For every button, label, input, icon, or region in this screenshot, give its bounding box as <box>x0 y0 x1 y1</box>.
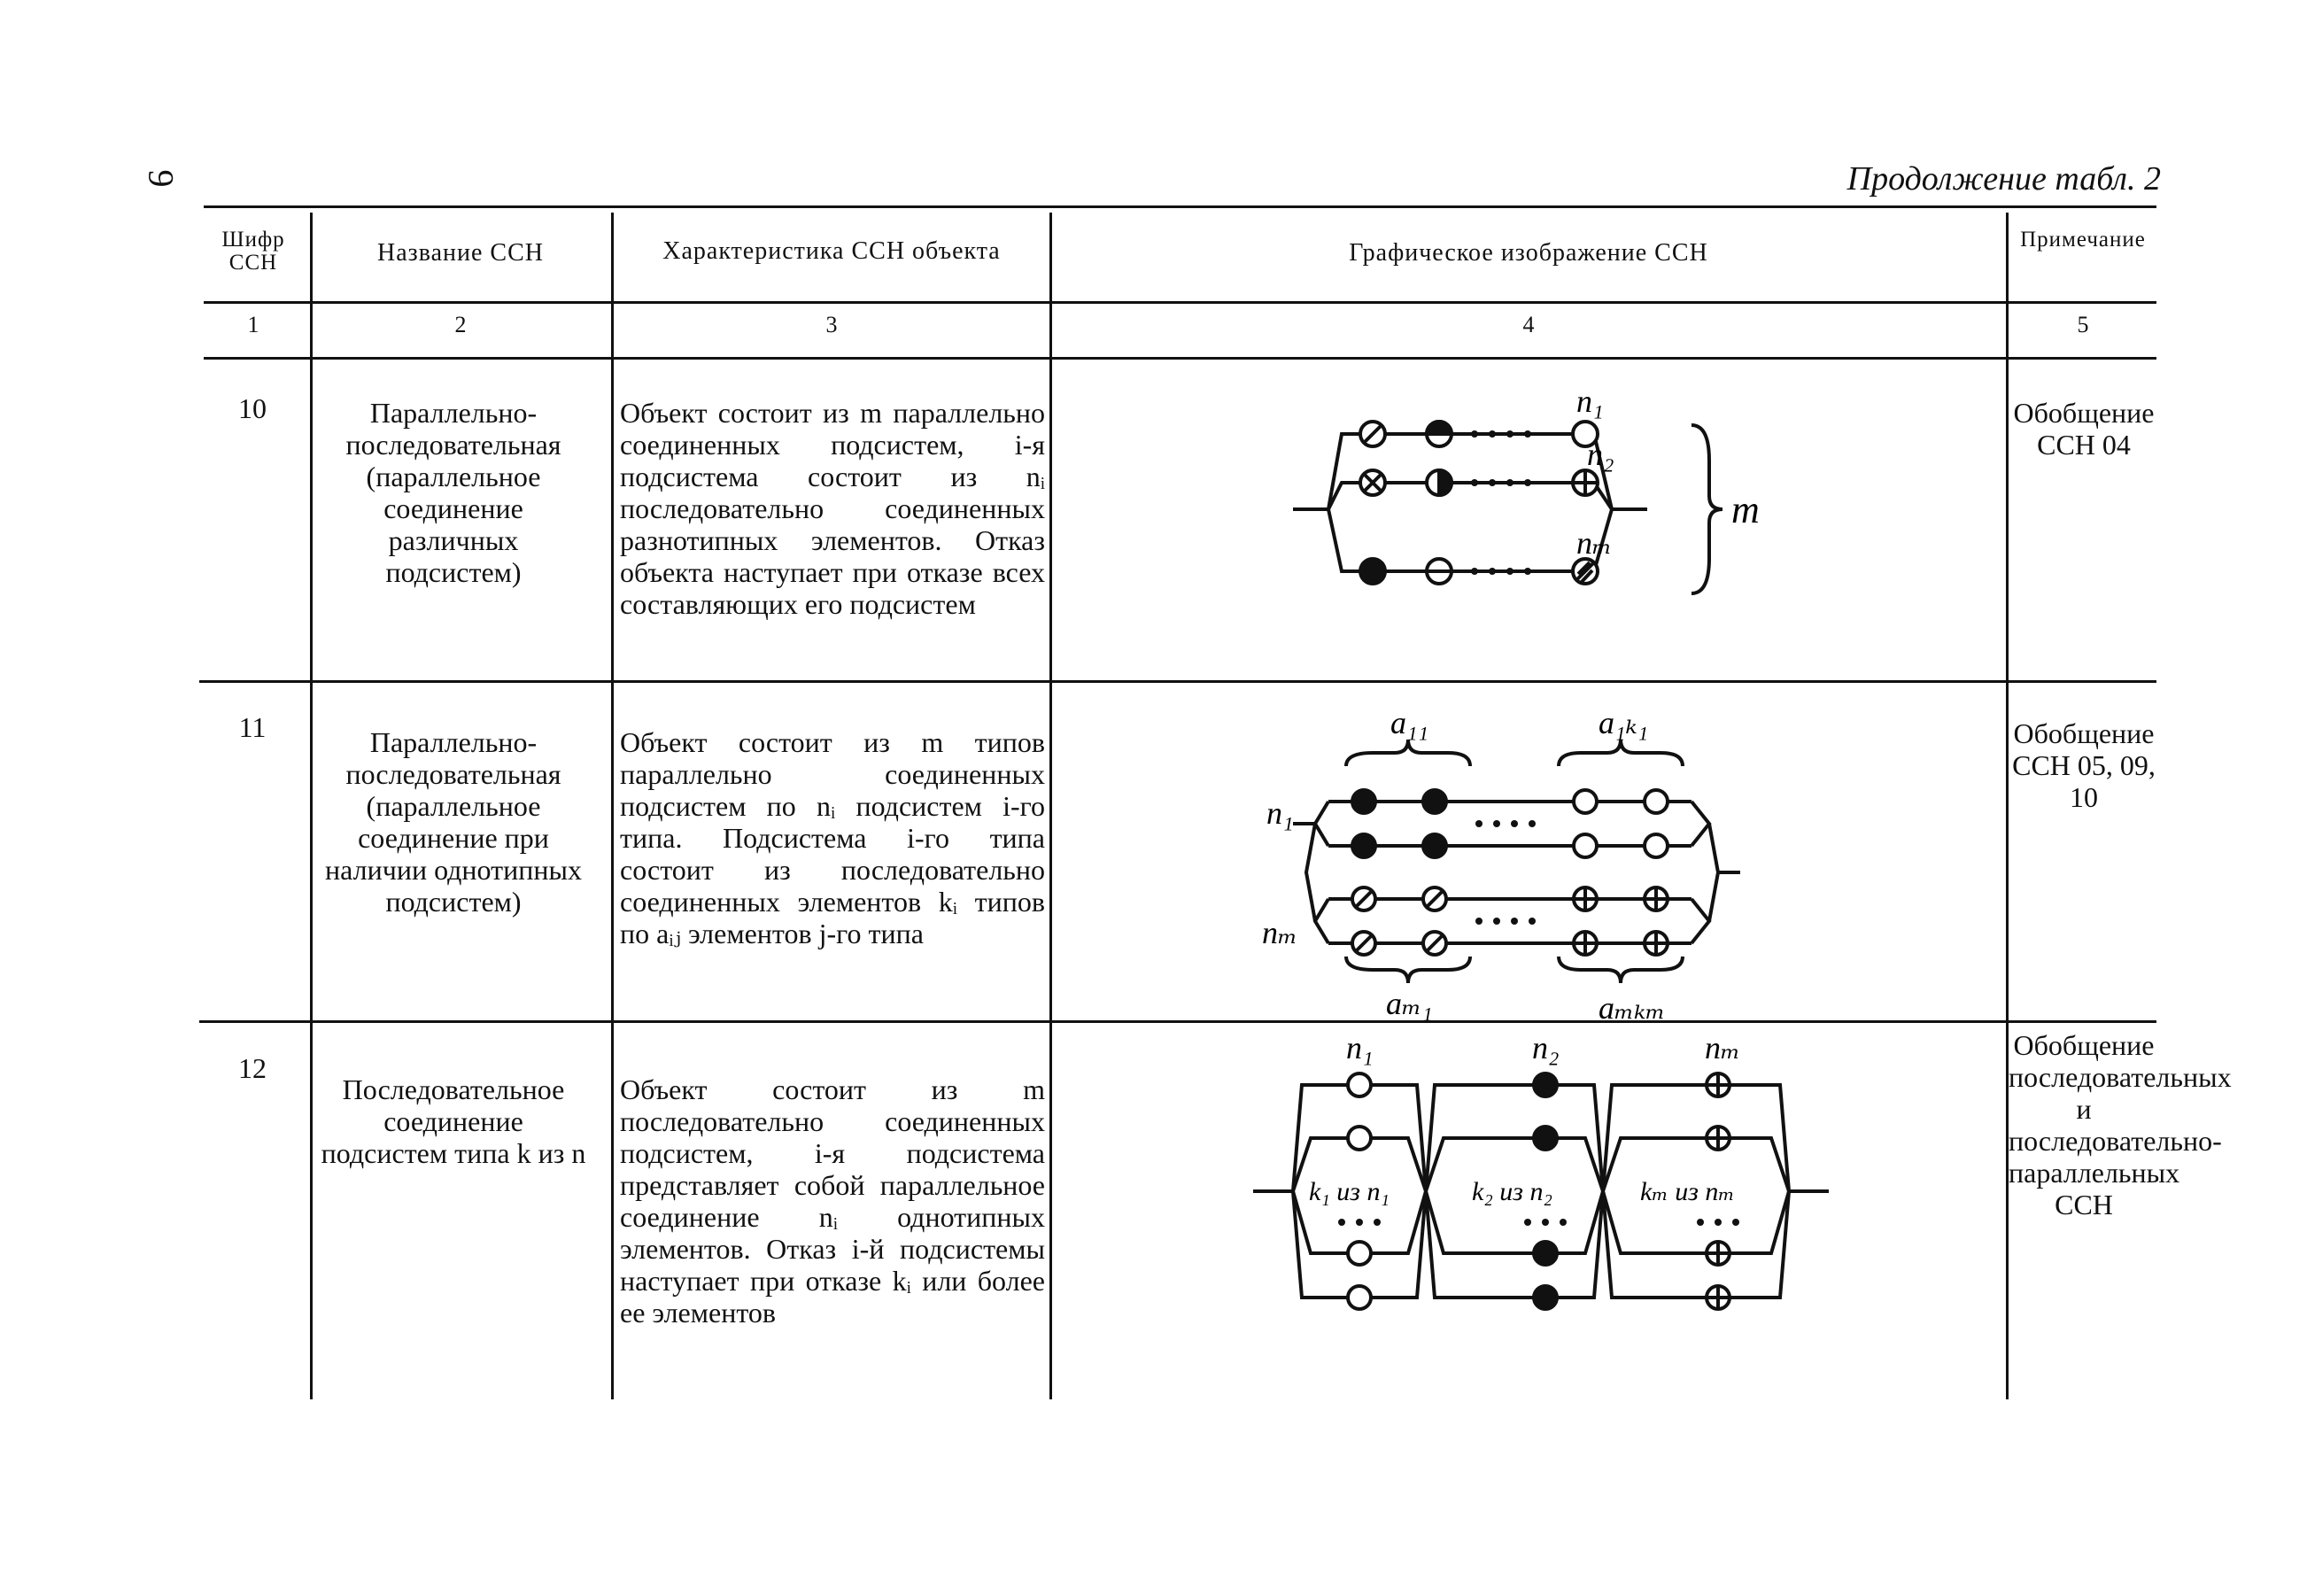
label-n2: n₂ <box>1587 437 1614 472</box>
label-k2: k₂ из n₂ <box>1472 1177 1552 1206</box>
column-number-3: 3 <box>825 312 838 337</box>
row-11-diagram <box>1240 700 1771 1036</box>
label-n2: n₂ <box>1532 1030 1560 1065</box>
row-11-description: Объект состоит из m типов параллельно соединенных подсистем по nᵢ подсистем i-го типа. Подсистема i-го типа состоит из последовательно соединенных элементов kᵢ типов по aᵢⱼ элементов j-го типа <box>620 726 1045 949</box>
column-number-4: 4 <box>1522 312 1535 337</box>
row-10-diagram <box>1275 372 1807 602</box>
row-12-name: Последовательное соединение подсистем типа k из n <box>321 1073 586 1169</box>
label-nm: nₘ <box>1576 525 1613 561</box>
row-12-description: Объект состоит из m последовательно соединенных подсистем, i-я подсистема представляет собой параллельное соединение nᵢ однотипных элементов. Отказ i-й подсистемы наступает при отказе kᵢ или более ее элементов <box>620 1073 1045 1329</box>
label-n1: n₁ <box>1346 1030 1374 1065</box>
label-n1: n₁ <box>1576 384 1604 419</box>
label-k1: k₁ из n₁ <box>1309 1177 1390 1206</box>
label-m: m <box>1731 488 1760 531</box>
header-name: Название ССН <box>377 239 544 267</box>
label-a1k1: a₁ₖ₁ <box>1599 705 1649 740</box>
column-number-1: 1 <box>247 312 259 337</box>
page-number: 9 <box>141 169 182 188</box>
row-divider-2 <box>199 1020 2156 1023</box>
label-a11: a₁₁ <box>1390 705 1429 740</box>
label-km: kₘ из nₘ <box>1640 1177 1735 1206</box>
col-divider-1 <box>310 213 313 1399</box>
row-10-description: Объект состоит из m параллельно соединенных подсистем, i-я подсистема состоит из nᵢ последовательно соединенных разнотипных элементов. Отказ объекта наступает при отказе всех составляющих его подсистем <box>620 397 1045 620</box>
row-10-note: Обобщение ССН 04 <box>2013 397 2155 461</box>
row-10-code: 10 <box>238 392 267 424</box>
table-top-rule <box>204 205 2156 208</box>
header-code: Шифр ССН <box>221 228 285 275</box>
element-filled <box>1360 559 1385 584</box>
label-am1: aₘ₁ <box>1386 986 1433 1021</box>
header-note: Примечание <box>2020 228 2146 252</box>
row-11-code: 11 <box>238 711 267 743</box>
row-divider-1 <box>199 680 2156 683</box>
numbers-rule <box>204 357 2156 360</box>
col-divider-2 <box>611 213 614 1399</box>
header-characteristic: Характеристика ССН объекта <box>662 237 1001 265</box>
label-amkm: aₘₖₘ <box>1599 990 1666 1026</box>
row-11-note: Обобщение ССН 05, 09, 10 <box>2012 717 2156 813</box>
col-divider-3 <box>1049 213 1052 1399</box>
row-11-name: Параллельно-последовательная (параллельное соединение при наличии однотипных подсистем) <box>325 726 582 918</box>
header-graphic: Графическое изображение ССН <box>1349 239 1708 267</box>
label-nm: nₘ <box>1705 1030 1741 1065</box>
row-12-note: Обобщение последовательных и последовательно-параллельных ССН <box>2009 1029 2232 1220</box>
header-rule <box>204 301 2156 304</box>
column-number-5: 5 <box>2077 312 2089 337</box>
column-number-2: 2 <box>454 312 467 337</box>
table-caption: Продолжение табл. 2 <box>1846 160 2161 198</box>
label-n1: n₁ <box>1266 795 1294 831</box>
row-12-diagram <box>1240 1032 1851 1351</box>
label-nm: nₘ <box>1262 915 1298 950</box>
row-12-code: 12 <box>238 1052 267 1084</box>
row-10-name: Параллельно-последовательная (параллельное соединение различных подсистем) <box>345 397 561 588</box>
